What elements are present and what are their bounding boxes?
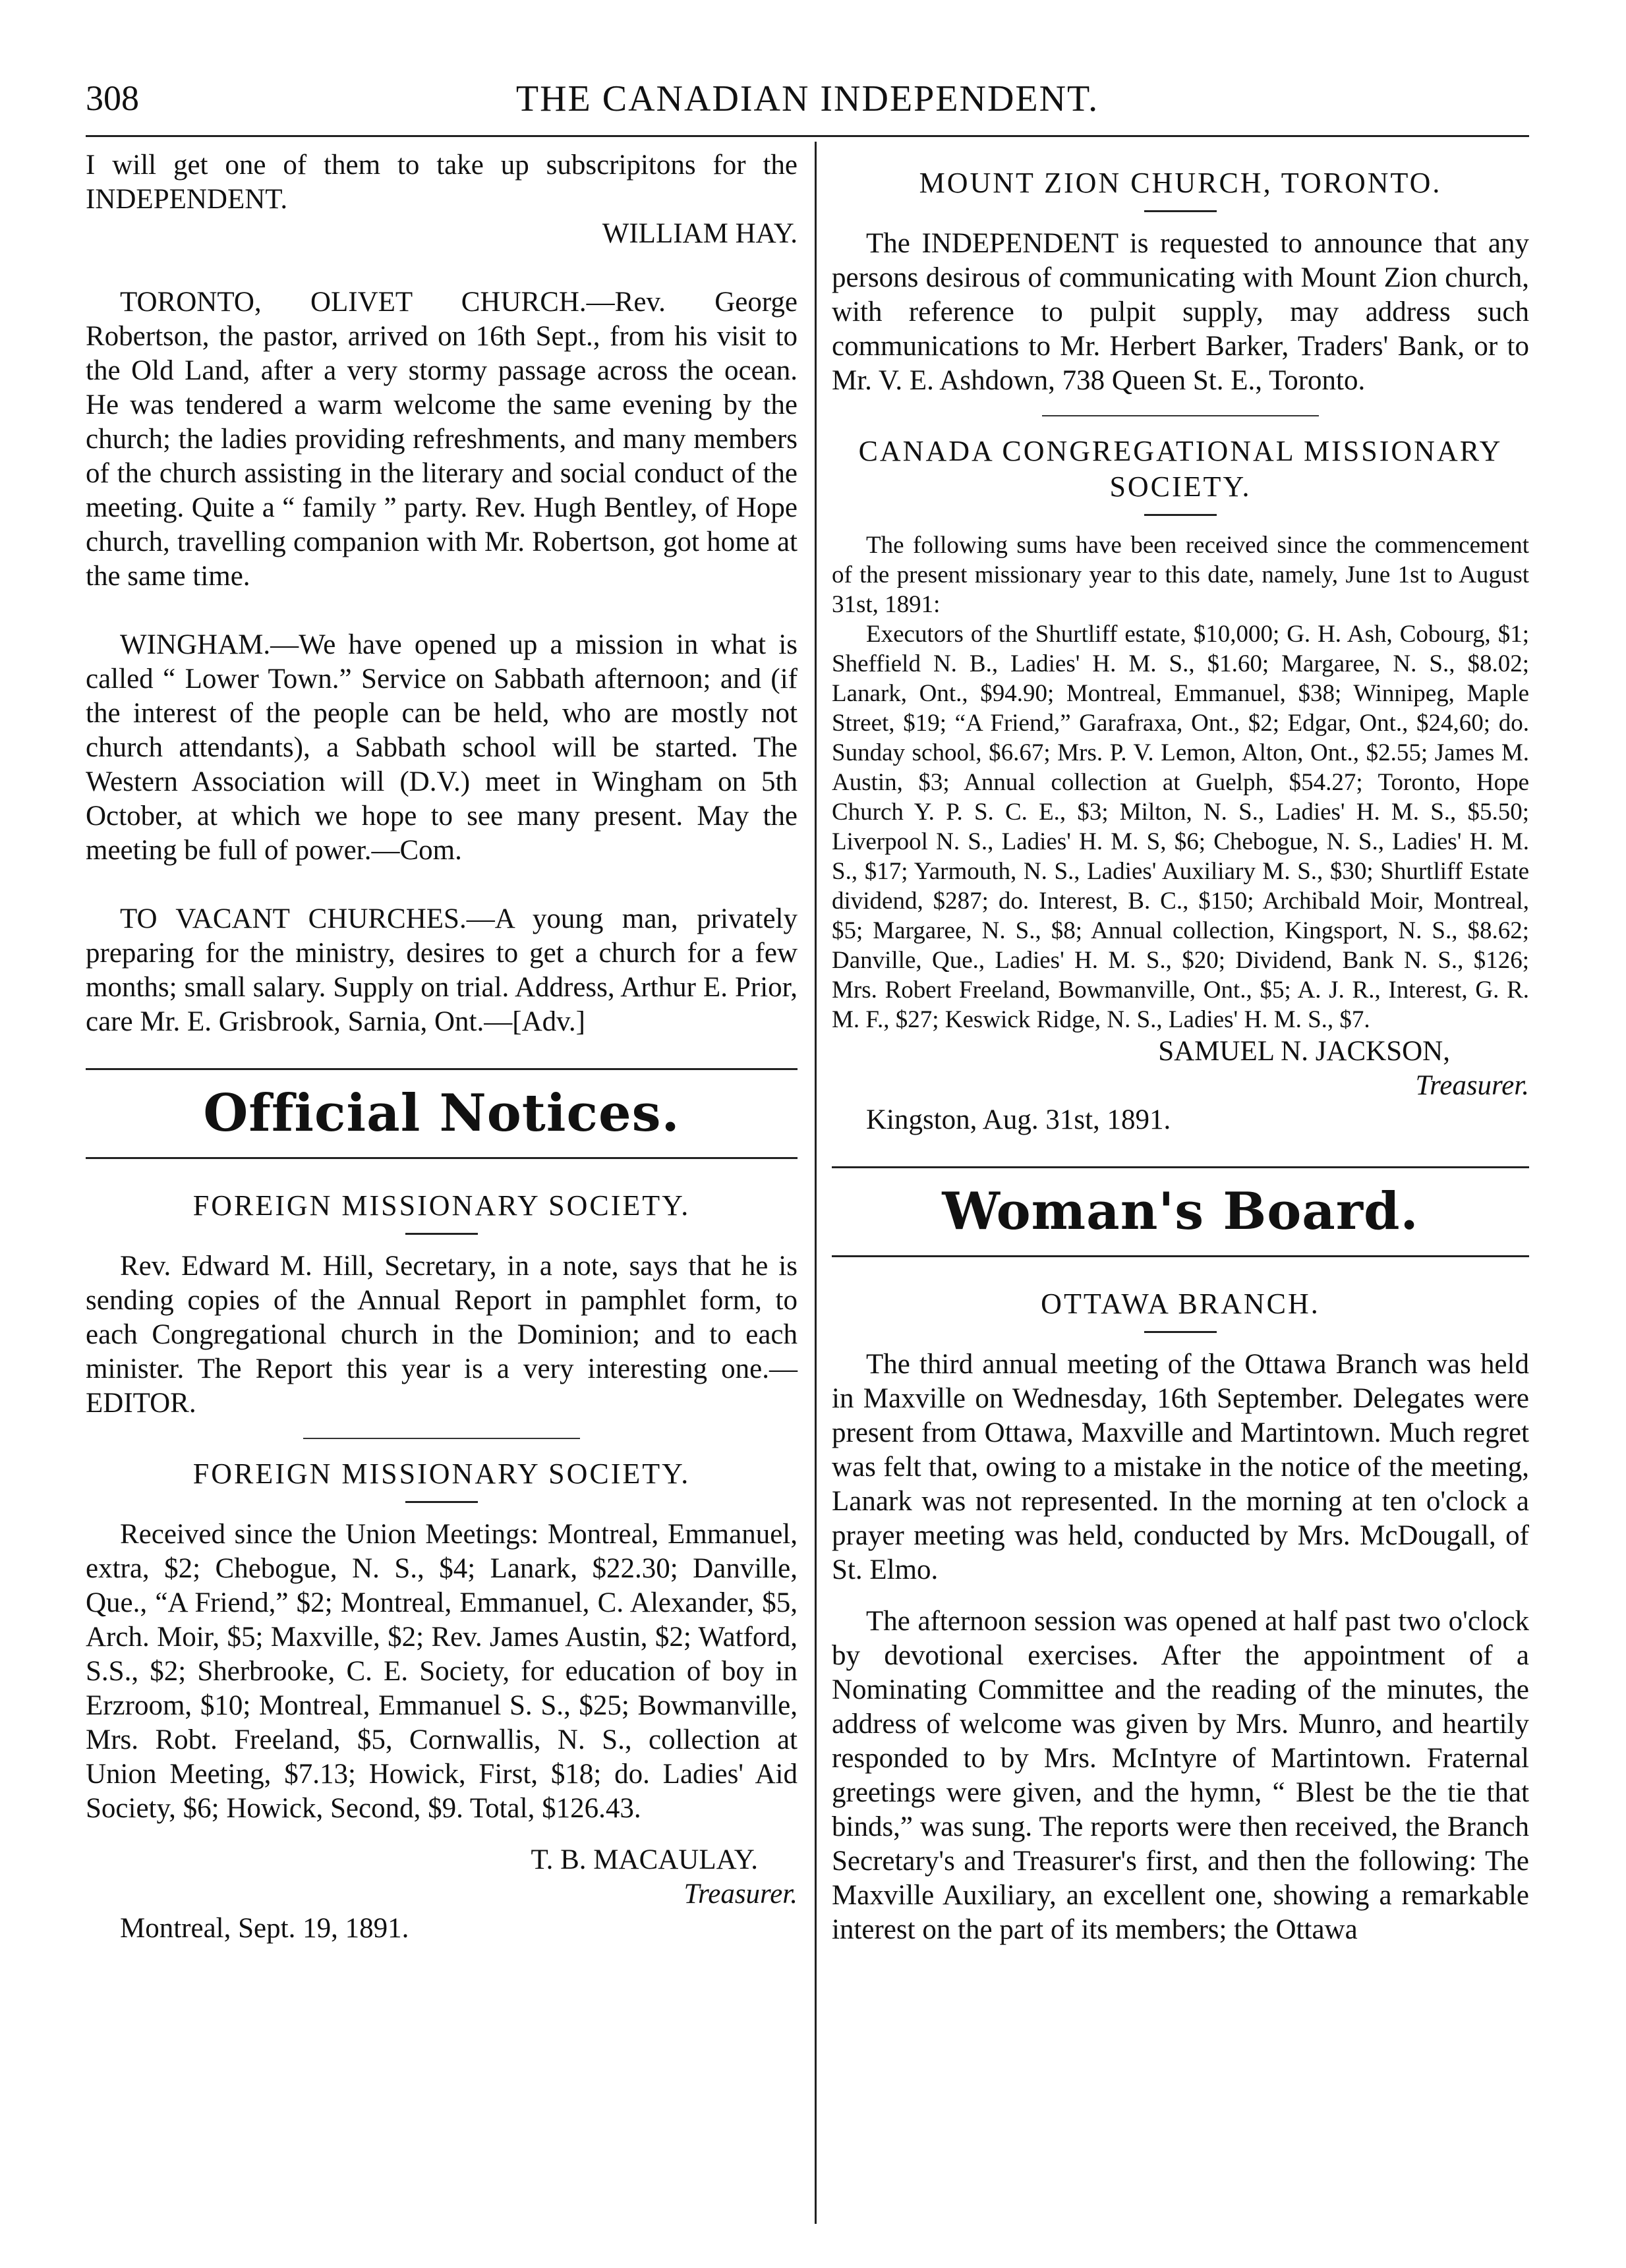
treasurer-signature: T. B. MACAULAY. — [531, 1844, 758, 1875]
section-rule — [86, 1068, 798, 1070]
treasurer-role: Treasurer. — [683, 1879, 798, 1910]
official-notices-heading: Official Notices. — [203, 1083, 680, 1143]
foreign-missionary-receipts: Received since the Union Meetings: Montreal, Emmanuel, extra, $2; Chebogue, N. S., $4; Lanark, $22.30; Danville, Que., “A Friend,” $2; Montreal, Emmanuel, C. Alexander, $5, Arch. Moir, $5; Maxville, $2; Rev. James Austin, $2; Watford, S.S., $2; Sherbrooke, C. E. Society, for education of boy in Erzroom, $10; Montreal, Emmanuel S. S., $25; Bowmanville, Mrs. Robt. Freeland, $5, Cornwallis, N. S., collection at Union Meeting, $7.13; Howick, First, $18; do. Ladies' Aid Society, $6; Howick, Second, $9. Total, $126.43. — [86, 1519, 798, 1824]
running-title: THE CANADIAN INDEPENDENT. — [515, 78, 1099, 119]
ottawa-paragraph-2: The afternoon session was opened at half past two o'clock by devotional exercises. After the appointment of a Nominating Committee and the reading of the minutes, the address of welcome was given by Mrs. Munro, and heartily responded to by Mrs. McIntyre of Martintown. Fraternal greetings were given, and the hymn, “ Blest be the tie that binds,” was sung. The reports were then received, the Branch Secretary's and Treasurer's first, and then the following: The Maxville Auxiliary, an excellent one, showing a remarkable interest on the part of its members; the Ottawa — [832, 1606, 1529, 1945]
ccms-heading: CANADA CONGREGATIONAL MISSIONARY SOCIETY. — [858, 435, 1503, 503]
short-rule — [405, 1501, 478, 1503]
ccms-role: Treasurer. — [1415, 1070, 1529, 1101]
right-column — [832, 148, 1529, 1947]
intro-text: I will get one of them to take up subscripitons for the INDEPENDENT. — [86, 150, 798, 215]
page-number: 308 — [86, 78, 139, 118]
kingston-dateline: Kingston, Aug. 31st, 1891. — [866, 1104, 1171, 1135]
divider-rule — [303, 1438, 580, 1439]
wingham-paragraph: WINGHAM.—We have opened up a mission in what is called “ Lower Town.” Service on Sabbath afternoon; and (if the interest of the people can be held, who are mostly not church attendants), a Sabbath school will be started. The Western Association will (D.V.) meet in Wingham on 5th October, at which we hope to see many present. May the meeting be full of power.—Com. — [86, 629, 798, 866]
section-rule — [86, 1157, 798, 1159]
ccms-intro: The following sums have been received since the commencement of the present missionary year to this date, namely, June 1st to August 31st, 1891: — [832, 532, 1529, 618]
short-rule — [405, 1233, 478, 1235]
toronto-olivet-paragraph: TORONTO, OLIVET CHURCH.—Rev. George Robertson, the pastor, arrived on 16th Sept., from his visit to the Old Land, after a very stormy passage across the ocean. He was tendered a warm welcome the same evening by the church; the ladies providing refreshments, and many members of the church assisting in the literary and social conduct of the meeting. Quite a “ family ” party. Rev. Hugh Bentley, of Hope church, travelling companion with Mr. Robertson, got home at the same time. — [86, 287, 798, 592]
intro-signature: WILLIAM HAY. — [602, 218, 798, 249]
vacant-churches-paragraph: TO VACANT CHURCHES.—A young man, privately preparing for the ministry, desires to get a church for a few months; small salary. Supply on trial. Address, Arthur E. Prior, care Mr. E. Grisbrook, Sarnia, Ont.—[Adv.] — [86, 903, 798, 1037]
left-column — [86, 148, 798, 1946]
montreal-dateline: Montreal, Sept. 19, 1891. — [120, 1913, 409, 1944]
foreign-missionary-heading-2: FOREIGN MISSIONARY SOCIETY. — [192, 1458, 691, 1490]
ccms-list: Executors of the Shurtliff estate, $10,000; G. H. Ash, Cobourg, $1; Sheffield N. B., Ladies' H. M. S., $1.60; Margaree, N. S., $8.02; Lanark, Ont., $94.90; Montreal, Emmanuel, $38; Winnipeg, Maple Street, $19; “A Friend,” Garafraxa, Ont., $2; Edgar, Ont., $24,60; do. Sunday school, $6.67; Mrs. P. V. Lemon, Alton, Ont., $2.55; James M. Austin, $3; Annual collection at Guelph, $54.27; Toronto, Hope Church Y. P. S. C. E., $3; Milton, N. S., Ladies' H. M. S., $5.50; Liverpool N. S., Ladies' H. M. S, $6; Chebogue, N. S., Ladies' H. M. S., $17; Yarmouth, N. S., Ladies' Auxiliary M. S., $30; Shurtliff Estate dividend, $287; do. Interest, B. C., $150; Archibald Moir, Montreal, $5; Margaree, N. S., $8; Annual collection, Kingsport, N. S., $8.62; Danville, Que., Ladies' H. M. S., $20; Dividend, Bank N. S., $126; Mrs. Robert Freeland, Bowmanville, Ont., $5; A. J. R., Interest, G. R. M. F., $27; Keswick Ridge, N. S., Ladies' H. M. S., $7. — [832, 621, 1529, 1033]
section-rule — [832, 1255, 1529, 1257]
section-rule — [832, 1166, 1529, 1168]
short-rule — [1144, 1331, 1217, 1333]
column-divider — [815, 142, 817, 2224]
foreign-missionary-heading-1: FOREIGN MISSIONARY SOCIETY. — [192, 1189, 691, 1222]
divider-rule — [1042, 415, 1319, 416]
mount-zion-heading: MOUNT ZION CHURCH, TORONTO. — [919, 167, 1442, 199]
womans-board-heading: Woman's Board. — [942, 1181, 1419, 1241]
ccms-signature: SAMUEL N. JACKSON, — [1158, 1036, 1450, 1067]
mount-zion-paragraph: The INDEPENDENT is requested to announce that any persons desirous of communicating with Mount Zion church, with reference to pulpit supply, may address such communications to Mr. Herbert Barker, Traders' Bank, or to Mr. V. E. Ashdown, 738 Queen St. E., Toronto. — [832, 228, 1529, 396]
short-rule — [1144, 210, 1217, 212]
short-rule — [1144, 514, 1217, 516]
header-rule — [86, 135, 1529, 137]
page-header — [86, 78, 1529, 137]
foreign-missionary-note: Rev. Edward M. Hill, Secretary, in a note, says that he is sending copies of the Annual Report in pamphlet form, to each Congregational church in the Dominion; and to each minister. The Report this year is a very interesting one.—EDITOR. — [86, 1251, 798, 1419]
ottawa-paragraph-1: The third annual meeting of the Ottawa Branch was held in Maxville on Wednesday, 16th September. Delegates were present from Ottawa, Maxville and Martintown. Much regret was felt that, owing to a mistake in the notice of the meeting, Lanark was not represented. In the morning at ten o'clock a prayer meeting was held, conducted by Mrs. McDougall, of St. Elmo. — [832, 1349, 1529, 1585]
ottawa-branch-heading: OTTAWA BRANCH. — [1041, 1288, 1320, 1320]
